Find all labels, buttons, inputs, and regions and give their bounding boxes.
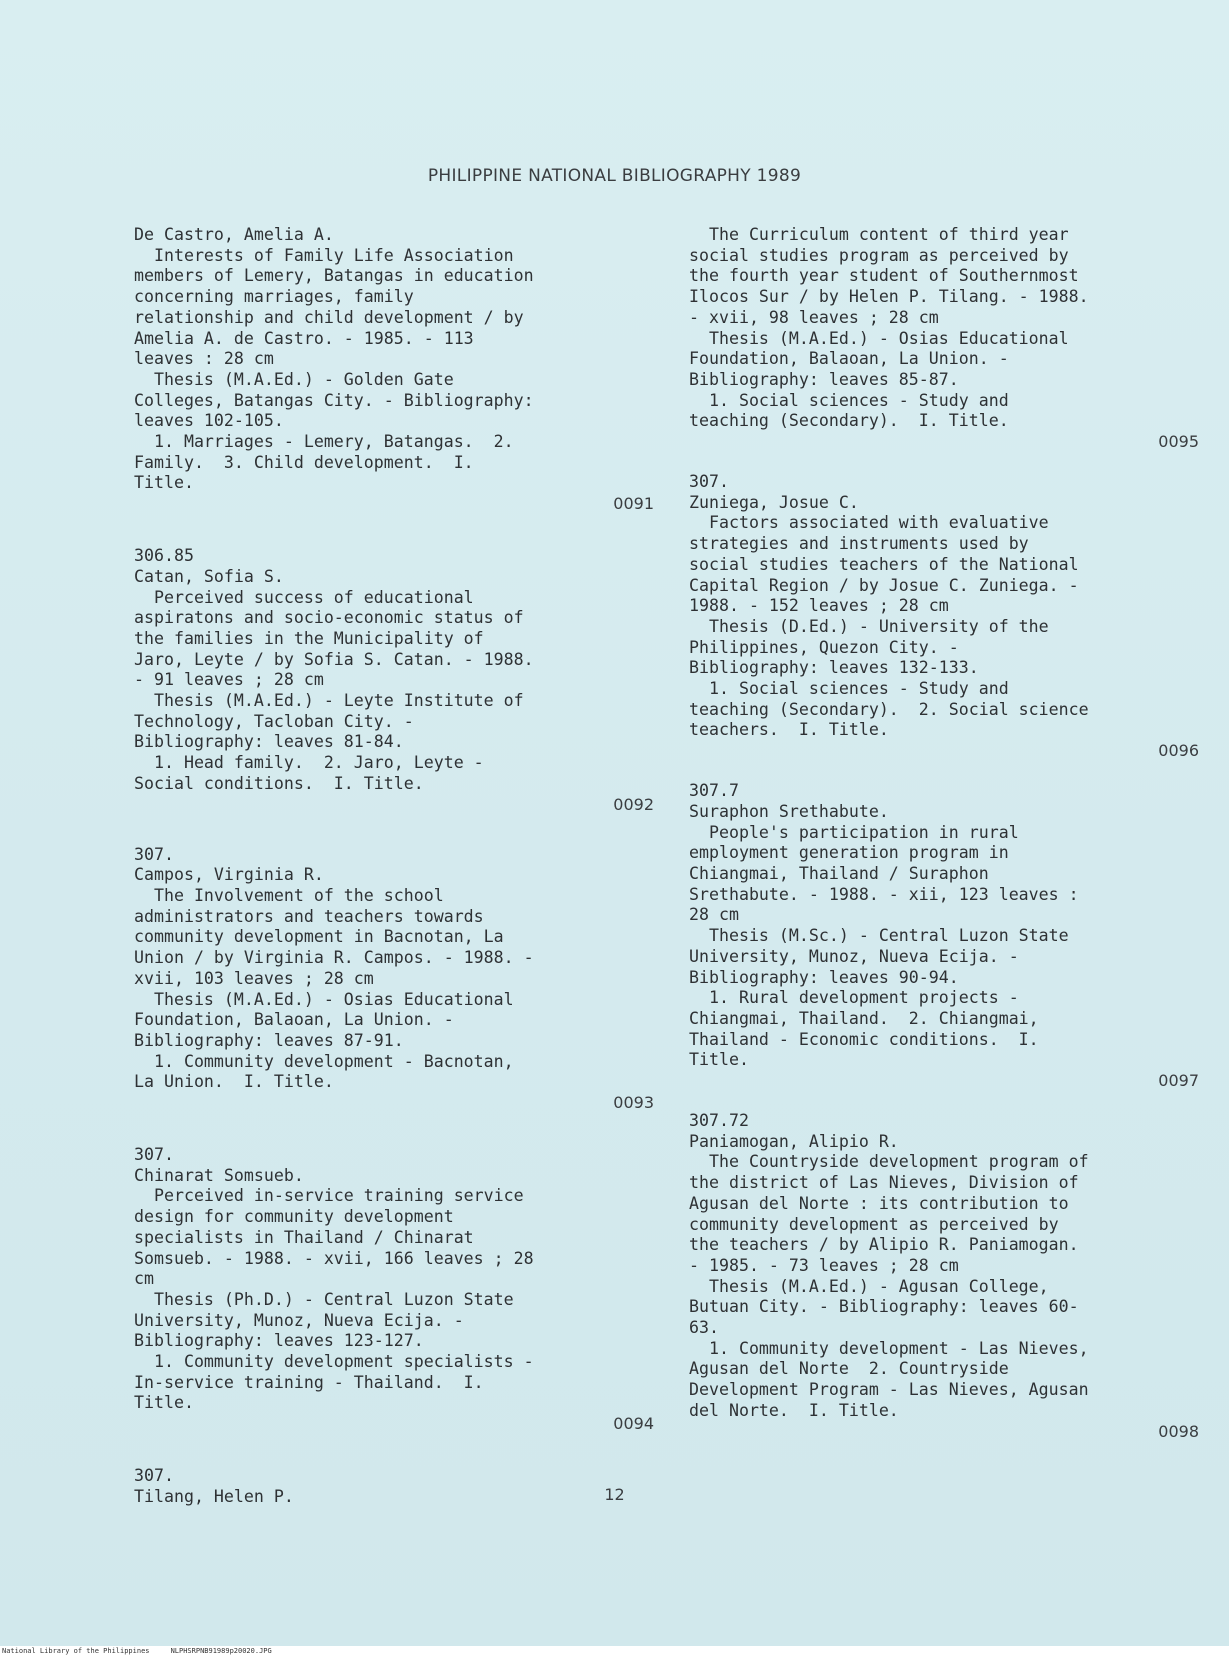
entry-line: Tilang, Helen P. [134,1486,294,1506]
entry-line: Suraphon Srethabute. [689,801,889,821]
entry-line: Perceived in-service training service [134,1186,524,1206]
entry-line: Thesis (M.A.Ed.) - Agusan College, [689,1276,1049,1296]
entry-line: Thesis (M.A.Ed.) - Leyte Institute of [134,691,524,711]
right-column [689,225,1199,1442]
entry-number: 0096 [1158,741,1199,761]
entry-line: De Castro, Amelia A. [134,225,334,244]
entry-line: 1. Social sciences - Study and [689,679,1009,699]
entry-line: Union / by Virginia R. Campos. - 1988. - [134,948,534,968]
entry-line: 307. [134,844,174,864]
entry-line: Bibliography: leaves 132-133. [689,658,979,678]
entry-line: relationship and child development / by [134,307,524,327]
entry-line: Bibliography: leaves 85-87. [689,369,959,389]
entry-line: leaves : 28 cm [134,349,274,369]
bibliography-entry [689,1111,1199,1442]
entry-line: Thailand - Economic conditions. I. [689,1029,1039,1049]
entry-line: University, Munoz, Nueva Ecija. - [689,946,1019,966]
entry-line: 1. Community development - Las Nieves, [689,1338,1089,1358]
entry-line: Chinarat Somsueb. [134,1165,304,1185]
entry-line: 307. [134,1466,174,1486]
entry-line: Family. 3. Child development. I. [134,452,474,472]
entry-line: 1. Community development - Bacnotan, [134,1051,514,1071]
entry-line: concerning marriages, family [134,287,414,307]
entry-line: teaching (Secondary). I. Title. [689,411,1009,431]
entry-line: Srethabute. - 1988. - xii, 123 leaves : [689,884,1079,904]
entry-line: the district of Las Nieves, Division of [689,1173,1079,1193]
entry-line: aspiratons and socio-economic status of [134,608,524,628]
entry-line: Catan, Sofia S. [134,566,284,586]
entry-line: Amelia A. de Castro. - 1985. - 113 [134,328,474,348]
entry-line: 307. [689,472,729,492]
entry-line: Development Program - Las Nieves, Agusan [689,1380,1089,1400]
entry-line: specialists in Thailand / Chinarat [134,1227,474,1247]
entry-line: 63. [689,1318,719,1338]
entry-line: Chiangmai, Thailand. 2. Chiangmai, [689,1008,1039,1028]
entry-line: Foundation, Balaoan, La Union. - [689,349,1009,369]
entry-number: 0098 [1158,1421,1199,1441]
entry-line: teaching (Secondary). 2. Social science [689,699,1089,719]
entry-line: the fourth year student of Southernmost [689,266,1079,286]
entry-line: Factors associated with evaluative [689,513,1049,533]
entry-number: 0091 [613,494,654,514]
entry-line: - xvii, 98 leaves ; 28 cm [689,307,939,327]
running-header: PHILIPPINE NATIONAL BIBLIOGRAPHY 1989 [427,166,802,186]
entry-line: Social conditions. I. Title. [134,773,424,793]
page-number: 12 [604,1485,625,1504]
entry-line: Title. [689,1050,749,1070]
entry-number: 0095 [1158,432,1199,452]
entry-line: xvii, 103 leaves ; 28 cm [134,968,374,988]
entry-line: Colleges, Batangas City. - Bibliography: [134,390,534,410]
entry-line: community development in Bacnotan, La [134,927,504,947]
entry-line: Perceived success of educational [134,587,474,607]
entry-line: Thesis (M.A.Ed.) - Golden Gate [134,369,454,389]
entry-line: - 1985. - 73 leaves ; 28 cm [689,1255,959,1275]
entry-line: The Curriculum content of third year [689,225,1069,244]
entry-line: social studies teachers of the National [689,554,1079,574]
entry-number: 0092 [613,794,654,814]
entry-line: cm [134,1269,154,1289]
entry-line: Butuan City. - Bibliography: leaves 60- [689,1297,1079,1317]
entry-line: Bibliography: leaves 87-91. [134,1030,404,1050]
entry-line: Thesis (Ph.D.) - Central Luzon State [134,1289,514,1309]
entry-line: Bibliography: leaves 81-84. [134,732,404,752]
entry-line: Campos, Virginia R. [134,865,324,885]
entry-line: 1. Rural development projects - [689,988,1019,1008]
entry-line: Thesis (M.Sc.) - Central Luzon State [689,926,1069,946]
entry-line: Agusan del Norte : its contribution to [689,1193,1069,1213]
bibliography-entry [134,845,654,1113]
entry-line: Technology, Tacloban City. - [134,711,414,731]
entry-line: 1. Social sciences - Study and [689,390,1009,410]
entry-line: In-service training - Thailand. I. [134,1372,484,1392]
entry-line: Somsueb. - 1988. - xvii, 166 leaves ; 28 [134,1248,534,1268]
entry-line: 306.85 [134,546,194,566]
entry-line: Thesis (D.Ed.) - University of the [689,616,1049,636]
entry-line: leaves 102-105. [134,411,284,431]
entry-line: Capital Region / by Josue C. Zuniega. - [689,575,1079,595]
bibliography-entry [134,225,654,514]
entry-line: Title. [134,473,194,493]
entry-line: 307. [134,1145,174,1165]
entry-line: Interests of Family Life Association [134,245,514,265]
entry-line: 1. Head family. 2. Jaro, Leyte - [134,753,484,773]
bibliography-entry [134,1145,654,1434]
entry-line: strategies and instruments used by [689,534,1029,554]
entry-line: members of Lemery, Batangas in education [134,266,534,286]
entry-line: employment generation program in [689,843,1009,863]
entry-line: community development as perceived by [689,1214,1059,1234]
entry-line: Thesis (M.A.Ed.) - Osias Educational [134,989,514,1009]
bibliography-entry [689,472,1199,761]
entry-number: 0097 [1158,1071,1199,1091]
entry-line: Agusan del Norte 2. Countryside [689,1359,1009,1379]
entry-line: Ilocos Sur / by Helen P. Tilang. - 1988. [689,287,1089,307]
scan-credit: National Library of the Philippines NLPHSRPNB91989p20020.JPG [2,1647,272,1655]
entry-line: 28 cm [689,905,739,925]
entry-line: Zuniega, Josue C. [689,492,859,512]
entry-line: the families in the Municipality of [134,628,484,648]
entry-line: The Involvement of the school [134,885,444,905]
entry-line: Title. [134,1393,194,1413]
entry-line: Bibliography: leaves 90-94. [689,967,959,987]
entry-line: Paniamogan, Alipio R. [689,1131,899,1151]
entry-line: La Union. I. Title. [134,1072,334,1092]
entry-line: Foundation, Balaoan, La Union. - [134,1010,454,1030]
entry-number: 0094 [613,1414,654,1434]
entry-line: University, Munoz, Nueva Ecija. - [134,1310,464,1330]
entry-line: 307.72 [689,1111,749,1131]
entry-number: 0093 [613,1093,654,1113]
entry-line: 1. Community development specialists - [134,1352,534,1372]
entry-line: Bibliography: leaves 123-127. [134,1331,424,1351]
entry-line: The Countryside development program of [689,1152,1089,1172]
entry-line: the teachers / by Alipio R. Paniamogan. [689,1235,1079,1255]
left-column [134,225,654,1508]
entry-line: People's participation in rural [689,822,1019,842]
entry-line: 1. Marriages - Lemery, Batangas. 2. [134,432,514,452]
bibliography-entry [689,225,1199,452]
entry-line: social studies program as perceived by [689,245,1069,265]
entry-line: Jaro, Leyte / by Sofia S. Catan. - 1988. [134,649,534,669]
entry-line: del Norte. I. Title. [689,1400,899,1420]
entry-line: 1988. - 152 leaves ; 28 cm [689,596,949,616]
entry-line: Thesis (M.A.Ed.) - Osias Educational [689,328,1069,348]
entry-line: design for community development [134,1207,454,1227]
entry-line: teachers. I. Title. [689,720,889,740]
entry-line: Chiangmai, Thailand / Suraphon [689,863,989,883]
bibliography-entry [134,546,654,814]
entry-line: - 91 leaves ; 28 cm [134,670,324,690]
entry-line: administrators and teachers towards [134,906,484,926]
entry-line: 307.7 [689,781,739,801]
entry-line: Philippines, Quezon City. - [689,637,959,657]
bibliography-entry [689,781,1199,1091]
